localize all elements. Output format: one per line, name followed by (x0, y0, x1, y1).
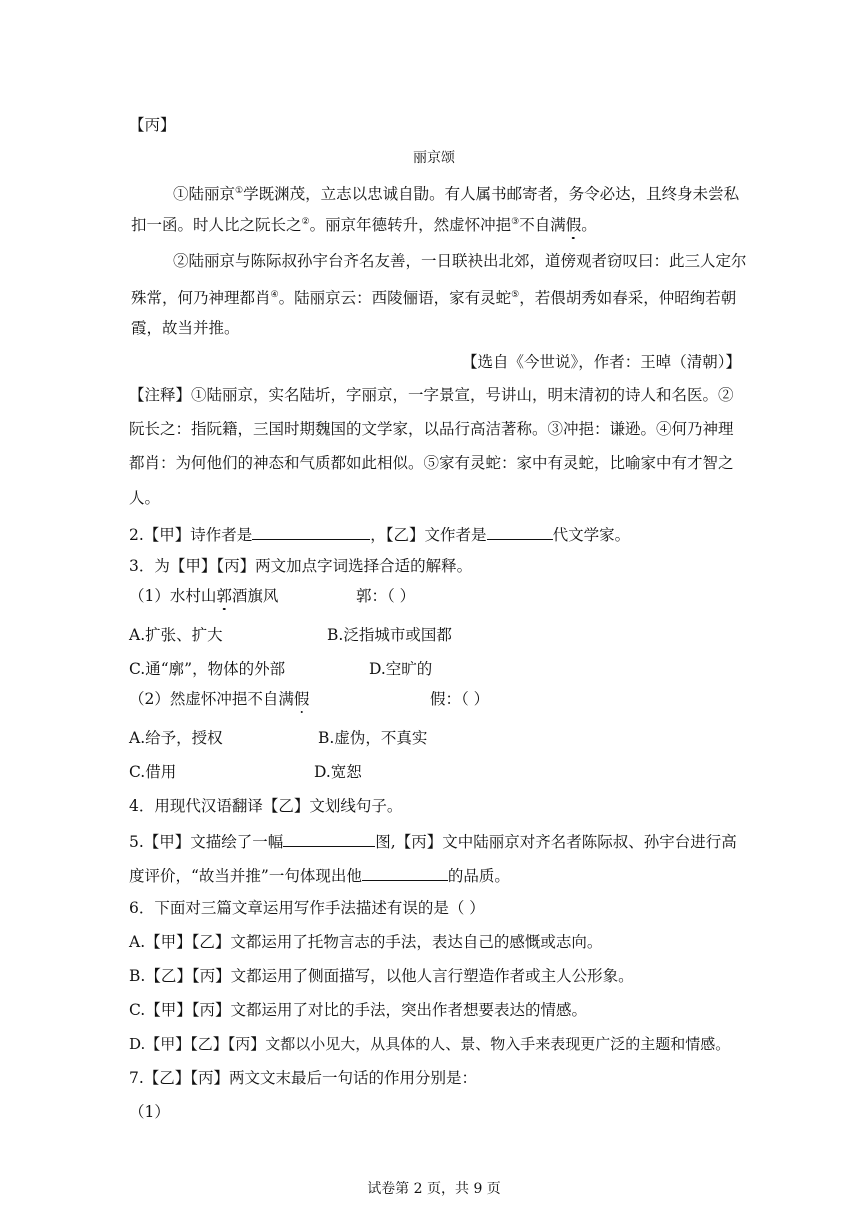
section-label: 【丙】 (129, 116, 176, 134)
question-7-sub1: （1） (129, 1103, 170, 1121)
notes-line2: 阮长之：指阮籍，三国时期魏国的文学家，以品行高洁著称。③冲挹：谦逊。④何乃神理 (129, 420, 734, 438)
notes-line1: 【注释】①陆丽京，实名陆圻，字丽京，一字景宣，号讲山，明末清初的诗人和名医。② (129, 386, 734, 404)
q3-s1-option-b[interactable]: B.泛指城市或国都 (327, 626, 452, 644)
page-footer: 试卷第 2 页，共 9 页 (367, 1181, 501, 1197)
q6-option-d[interactable]: D.【甲】【乙】【丙】文都以小见大，从具体的人、景、物入手来表现更广泛的主题和情感。 (129, 1035, 731, 1053)
passage-title: 丽京颂 (413, 150, 455, 166)
q3-s2-option-b[interactable]: B.虚伪，不真实 (318, 729, 428, 747)
q3-s2-option-c[interactable]: C.借用 (129, 763, 177, 781)
question-4: 4．用现代汉语翻译【乙】文划线句子。 (129, 797, 403, 815)
answer-blank[interactable] (283, 830, 375, 847)
question-3-sub2: （2）然虚怀冲挹不自满假 (129, 690, 310, 708)
passage-p2-line3: 霞，故当并推。 (131, 319, 240, 337)
question-6-stem: 6．下面对三篇文章运用写作手法描述有误的是（ ） (129, 899, 485, 917)
answer-blank[interactable] (362, 864, 448, 881)
question-2: 2.【甲】诗作者是 ，【乙】文作者是 代文学家。 (129, 523, 630, 545)
question-3-sub1: （1）水村山郭酒旗风 (129, 587, 279, 605)
question-7-stem: 7.【乙】【丙】两文文末最后一句话的作用分别是： (129, 1069, 478, 1087)
passage-source: 【选自《今世说》，作者：王晫（清朝）】 (462, 353, 742, 371)
q3-s2-option-a[interactable]: A.给予，授权 (129, 729, 223, 747)
q3-s1-option-a[interactable]: A.扩张、扩大 (129, 626, 223, 644)
question-5-line1: 5.【甲】文描绘了一幅 图,【丙】文中陆丽京对齐名者陈际叔、孙宇台进行高 (129, 830, 737, 852)
q3-s1-option-c[interactable]: C.通“廓”，物体的外部 (129, 660, 286, 678)
emphasis-dot-char: 假 (565, 216, 582, 235)
q3-s2-option-d[interactable]: D.宽恕 (314, 763, 362, 781)
notes-line4: 人。 (129, 489, 161, 507)
question-3-sub1-answer[interactable]: 郭：（ ） (356, 587, 416, 605)
q6-option-a[interactable]: A.【甲】【乙】文都运用了托物言志的手法，表达自己的感慨或志向。 (129, 933, 603, 951)
q3-s1-option-d[interactable]: D.空旷的 (369, 660, 433, 678)
question-3-sub2-answer[interactable]: 假：（ ） (430, 690, 490, 708)
notes-line3: 都肖：为何他们的神态和气质都如此相似。⑤家有灵蛇：家中有灵蛇，比喻家中有才智之 (129, 454, 734, 472)
q6-option-b[interactable]: B.【乙】【丙】文都运用了侧面描写，以他人言行塑造作者或主人公形象。 (129, 967, 634, 985)
passage-p1-line1: ①陆丽京①学既渊茂，立志以忠诚自勖。有人属书邮寄者，务令必达，且终身未尝私 (173, 185, 740, 204)
answer-blank[interactable] (252, 523, 370, 540)
question-5-line2: 度评价，“故当并推”一句体现出他 的品质。 (129, 864, 510, 886)
answer-blank[interactable] (487, 523, 553, 540)
passage-p2-line2: 殊常，何乃神理都肖④。陆丽京云：西陵俪语，家有灵蛇⑤，若偎胡秀如春采，仲昭绚若朝 (131, 289, 737, 308)
question-3-stem: 3．为【甲】【丙】两文加点字词选择合适的解释。 (129, 557, 473, 575)
q6-option-c[interactable]: C.【甲】【丙】文都运用了对比的手法，突出作者想要表达的情感。 (129, 1001, 587, 1019)
passage-p1-line2: 扣一函。时人比之阮长之②。丽京年德转升，然虚怀冲挹③不自满假。 (131, 216, 597, 235)
passage-p2-line1: ②陆丽京与陈际叔孙宇台齐名友善，一日联袂出北郊，道傍观者窃叹曰：此三人定尔 (173, 252, 747, 270)
